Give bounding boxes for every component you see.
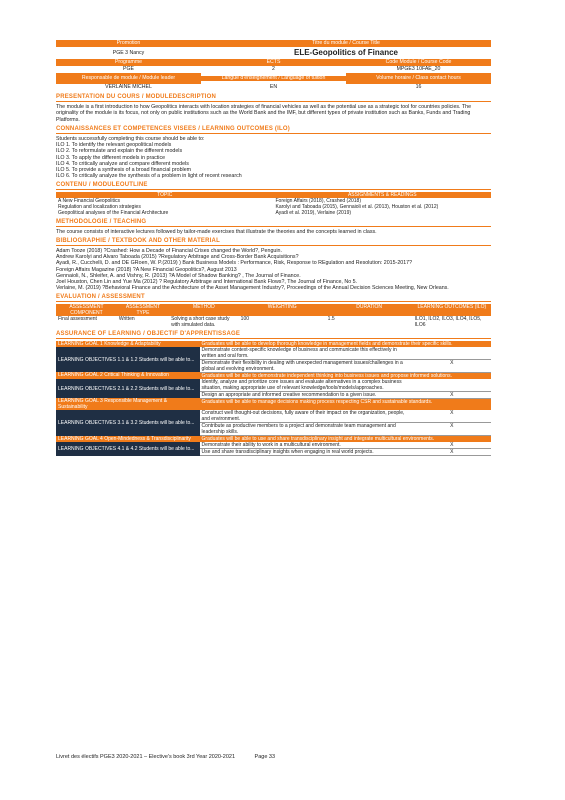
objective-label: LEARNING OBJECTIVES 4.1 & 4.2 Students will be able to... [56, 442, 200, 456]
promotion-value: PGE 3 Nancy [56, 50, 201, 57]
teaching-text: The course consists of interactive lectures followed by tailor-made exercises that illustrate the theories and the concepts learned in class. [56, 228, 377, 235]
header-row-6 [56, 84, 491, 91]
assurance-table [56, 341, 491, 457]
eval-col-component: ASSESSMENT COMPONENT [56, 304, 117, 316]
outline-topic: A New Financial Geopolitics [58, 197, 120, 204]
eval-col-type: ASSESSMENT TYPE [117, 304, 169, 316]
eval-col-weighting: WEIGHTING [239, 304, 326, 316]
bibliography-item: Andrew Karolyi and Alvaro Taboada (2015) ?Regulatory Arbitrage and Cross-Border Bank Acquisitions? [56, 254, 299, 261]
outline-readings: Ayadi et al. 2019), Verlaine (2019) [275, 209, 352, 216]
goal-label: LEARNING GOAL 3 Responsible Management & Sustainability [56, 398, 200, 410]
goal-text: Graduates will be able to use and share transdisciplinary insight and integrate multicultural environments. [200, 436, 491, 443]
outline-readings: Foreign Affairs (2018), Crashed (2018) [275, 197, 362, 204]
eval-type: Written [118, 315, 135, 322]
course-title: ELE-Geopolitics of Finance [201, 47, 491, 59]
header-row-4 [56, 66, 491, 73]
eval-method: Solving a short case study with simulated data. [171, 315, 230, 328]
outline-topic: Regulation and localization strategies [58, 203, 141, 210]
ilo-item: ILO 2. To reformulate and explain the different models [56, 148, 183, 155]
objective-mark: X [413, 423, 491, 436]
objective-label: LEARNING OBJECTIVES 3.1 & 3.2 Students will be able to... [56, 410, 200, 436]
promotion-label: Promotion [56, 40, 201, 47]
eval-ilo: ILO1, ILO2, ILO3, ILO4, ILO5, ILO6 [414, 315, 482, 328]
presentation-heading: PRESENTATION DU COURS / MODULEDESCRIPTION [56, 94, 491, 102]
objective-mark: X [413, 391, 491, 398]
objective-mark: X [413, 442, 491, 449]
contact-hours-value: 16 [346, 84, 491, 91]
teaching-heading: METHODOLOGIE / TEACHING [56, 219, 491, 227]
course-title-label: Titre du module / Course Title [201, 40, 491, 47]
objective-text: Identify, analyze and prioritize core issues and evaluate alternatives in a complex business situation, making appropriate use of relevant knowledge/tools/models/approaches. [200, 379, 413, 392]
ilo-item: ILO 3. To apply the different models in practice [56, 154, 166, 161]
outline-topic: Geopolitical analyses of the Financial Architecture [58, 209, 169, 216]
language-label: Langue d'enseignement / Language of tuition [201, 76, 346, 82]
module-outline-heading: CONTENU / MODULEOUTLINE [56, 182, 491, 190]
bibliography-item: Adam Tooze (2018) ?Crashed: How a Decade of Financial Crises changed the World?, Penguin. [56, 248, 282, 255]
eval-weighting: 100 [240, 315, 250, 322]
contact-hours-label: Volume horaire / Class contact hours [346, 73, 491, 84]
course-code-value: MPGE3 10FAE_20 [346, 66, 491, 73]
ects-value: 2 [201, 66, 346, 73]
objective-mark: X [413, 410, 491, 423]
programme-value: PGE [56, 66, 201, 73]
programme-label: Programme [56, 59, 201, 66]
objective-text: Construct well thought-out decisions, fully aware of their impact on the organization, people, and environment. [200, 410, 413, 423]
table-row [56, 316, 491, 328]
objective-text: Demonstrate their flexibility in dealing with unexpected management issues/challenges in a global and evolving environment. [200, 359, 413, 372]
objective-mark [413, 379, 491, 392]
goal-label: LEARNING GOAL 1 Knowledge & Adaptability [56, 341, 200, 347]
objective-text: Demonstrate context-specific knowledge of business and communicate this effectively in written and oral form. [200, 347, 413, 360]
bibliography-item: Foreign Affairs Magazine (2018) ?A New Financial Geopolitics?, August 2013 [56, 266, 237, 273]
ilo-item: ILO 1. To identify the relevant geopolitical models [56, 142, 172, 149]
objective-mark: X [413, 449, 491, 456]
eval-col-duration: DURATION [326, 304, 413, 316]
objective-label: LEARNING OBJECTIVES 2.1 & 2.2 Students will be able to... [56, 379, 200, 399]
objective-text: Demonstrate their ability to work in a multicultural environment. [200, 442, 413, 449]
bibliography-item: Gennaioli, N., Shleifer, A. and Vishny, R. (2013) ?A Model of Shadow Banking? , The Journal of Finance. [56, 272, 301, 279]
table-row [56, 210, 491, 216]
course-code-label: Code Module / Course Code [346, 59, 491, 66]
objective-mark [413, 347, 491, 360]
outline-col-readings: ASSIGNMENTS & READINGS [274, 192, 492, 198]
module-leader-value: VERLAINE MICHEL [56, 84, 201, 91]
goal-label: LEARNING GOAL 2 Critical Thinking & Innovation [56, 372, 200, 379]
goal-label: LEARNING GOAL 4 Open-Mindedness & Transdisciplinarity [56, 436, 200, 443]
objective-text: Use and share transdisciplinary insights when engaging in real world projects. [200, 449, 413, 456]
objective-text: Contribute as productive members to a project and demonstrate team management and leadership skills. [200, 423, 413, 436]
goal-text: Graduates will be able to develop thorough knowledge in management fields and demonstrate their specific skills. [200, 341, 491, 347]
ilo-item: ILO 6. To critically analyze the synthesis of a problem in light of recent research [56, 172, 242, 179]
assurance-heading: ASSURANCE OF LEARNING / OBJECTIF D'APPRENTISSAGE [56, 331, 491, 339]
language-value: EN [201, 84, 346, 91]
eval-col-method: METHOD [169, 304, 239, 316]
ilo-item: ILO 5. To provide a synthesis of a broad financial problem [56, 166, 192, 173]
page-footer [56, 754, 496, 760]
learning-outcomes-intro: Students successfully completing this course should be able to: [56, 136, 205, 143]
objective-mark: X [413, 359, 491, 372]
module-leader-label: Responsable de module / Module leader [56, 73, 201, 84]
ects-label: ECTS [201, 59, 346, 66]
outline-readings: Karolyi and Taboada (2015), Gennaioli et al. (2013), Houston et al. (2012) [275, 203, 439, 210]
bibliography-item: Verlaine, M. (2019) ?Behavioral Finance and the Architecture of the Asset Management Industry?, Proceedings of the Annual Decision Sciences Meeting, New Orleans. [56, 284, 449, 291]
bibliography-item: Joel Houston, Chen Lin and Yue Ma (2012) ? Regulatory Arbitrage and International Bank Flows?, The Journal of Finance, No 5. [56, 278, 358, 285]
objective-label: LEARNING OBJECTIVES 1.1 & 1.2 Students will be able to... [56, 347, 200, 373]
evaluation-table [56, 304, 491, 328]
header-row-1 [56, 40, 491, 47]
eval-component: Final assessment [58, 315, 97, 322]
header-row-2 [56, 47, 491, 59]
eval-col-ilo: LEARNING OUTCOMES (ILO) [413, 304, 491, 316]
goal-text: Graduates will be able to manage decisions making process respecting CSR and sustainable standards. [200, 398, 491, 410]
course-sheet [56, 40, 491, 456]
presentation-text: The module is a first introduction to how Geopolitics interacts with location strategies of financial vehicles as well as the potential use as a strategic tool for countries policies. The originality of the module is its focus, not only on public institutions such as the World Bank and the IMF, but different types of private institution such as Banks, Funds and Trading Platforms. [56, 104, 472, 123]
bibliography-list [56, 248, 491, 291]
eval-duration: 1.5 [327, 315, 335, 322]
objective-text: Design an appropriate and informed creative recommendation to a given issue. [200, 391, 413, 398]
goal-text: Graduates will be able to demonstrate independent thinking into business issues and propose informed solutions. [200, 372, 491, 379]
outline-col-topic: TOPIC [56, 192, 274, 198]
ilo-item: ILO 4. To critically analyze and compare different models [56, 160, 189, 167]
header-row-3 [56, 59, 491, 66]
evaluation-heading: EVALUATION / ASSESSMENT [56, 294, 491, 302]
learning-outcomes-heading: CONNAISSANCES ET COMPETENCES VISEES / LEARNING OUTCOMES (ILO) [56, 126, 491, 134]
bibliography-item: Ayadi, R., Cucchelli, D. and DE GRoen, W. P.(2019) ) Bank Business Models : Performance, Risk, Response to REgulation and Resolution: 2015-2017? [56, 260, 413, 267]
outline-table [56, 192, 491, 216]
bibliography-heading: BIBLIOGRAPHIE / TEXTBOOK AND OTHER MATERIAL [56, 238, 491, 246]
header-row-5 [56, 73, 491, 84]
page-number: Page 33 [254, 754, 276, 760]
footer-text: Livret des électifs PGE3 2020-2021 – Elective's book 3rd Year 2020-2021 [56, 754, 235, 760]
